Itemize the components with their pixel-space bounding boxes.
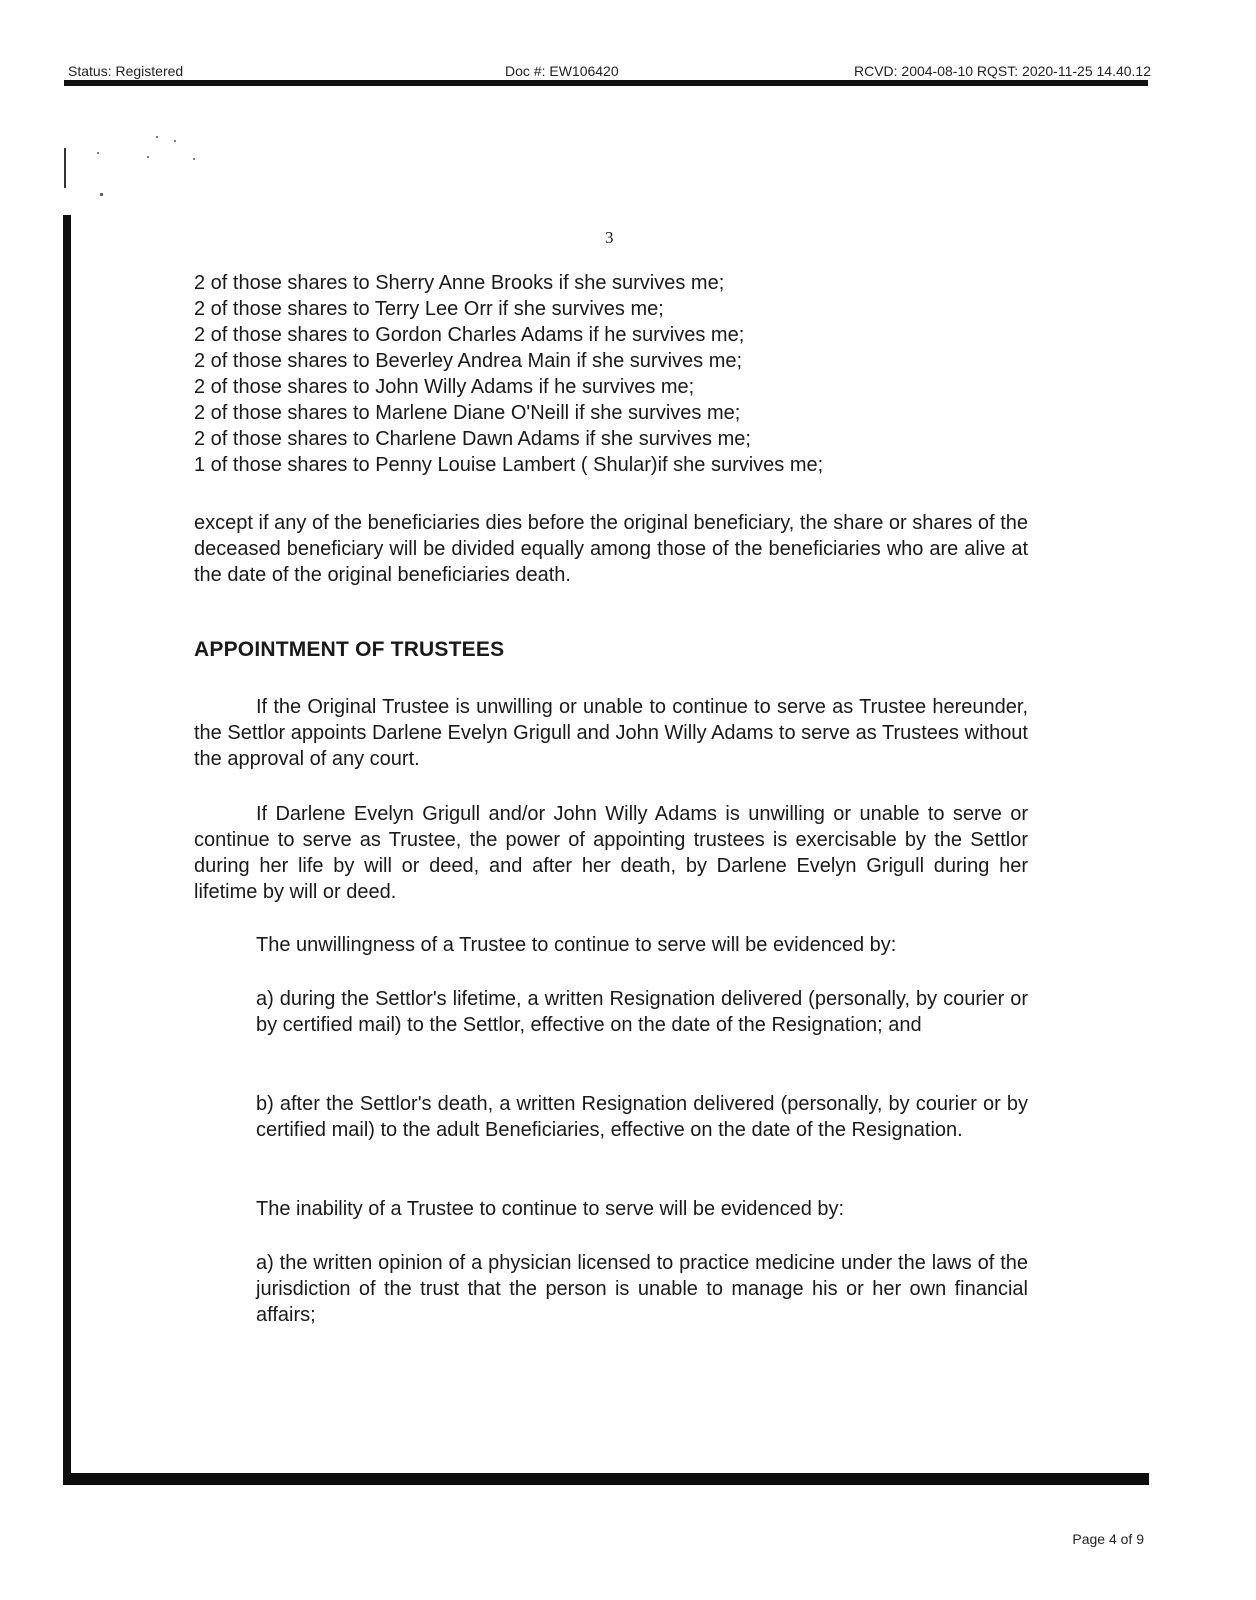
trustee-paragraph-2: If Darlene Evelyn Grigull and/or John Willy Adams is unwilling or unable to serve or continue to serve as Trustee, the power of appointing trustees is exercisable by the Settlor during her life by will or deed, and after her death, by Darlene Evelyn Grigull during her lifetime by will or deed. [194, 803, 1028, 903]
scan-speck [193, 158, 195, 160]
list-item: 2 of those shares to Gordon Charles Adams if he survives me; [194, 324, 745, 346]
inability-clause-a: a) the written opinion of a physician licensed to practice medicine under the laws of the jurisdiction of the trust that the person is unable to manage his or her own financial affairs; [256, 1252, 1028, 1326]
scan-left-border [63, 215, 71, 1485]
list-item: 2 of those shares to Charlene Dawn Adams if she survives me; [194, 428, 751, 450]
document-number: Doc #: EW106420 [505, 63, 619, 79]
shares-list [194, 270, 1028, 478]
list-item: 2 of those shares to Marlene Diane O'Neill if she survives me; [194, 402, 741, 424]
list-item: 2 of those shares to Terry Lee Orr if she survives me; [194, 298, 664, 320]
scan-speck [147, 156, 149, 158]
scan-bottom-border [63, 1473, 1149, 1485]
scan-speck [174, 140, 176, 142]
received-date: RCVD: 2004-08-10 RQST: 2020-11-25 14.40.12 [853, 63, 1151, 79]
except-clause: except if any of the beneficiaries dies before the original beneficiary, the share or shares of the deceased beneficiary will be divided equally among those of the beneficiaries who are alive at the date of the original beneficiaries death. [194, 512, 1028, 586]
page-number: 3 [605, 228, 614, 247]
list-item: 2 of those shares to Beverley Andrea Main if she survives me; [194, 350, 743, 372]
status-label: Status: Registered [68, 63, 184, 79]
scan-edge-mark [64, 148, 66, 188]
list-item: 1 of those shares to Penny Louise Lambert ( Shular)if she survives me; [194, 454, 824, 476]
unwillingness-intro: The unwillingness of a Trustee to continue to serve will be evidenced by: [256, 934, 897, 956]
inability-intro: The inability of a Trustee to continue to serve will be evidenced by: [256, 1198, 845, 1220]
scan-speck [156, 136, 158, 138]
trustee-paragraph-1: If the Original Trustee is unwilling or unable to continue to serve as Trustee hereunder, the Settlor appoints Darlene Evelyn Grigull and John Willy Adams to serve as Trustees without the approval of any court. [194, 696, 1028, 770]
page-footer: Page 4 of 9 [1072, 1531, 1144, 1547]
scan-speck [97, 152, 99, 154]
list-item: 2 of those shares to Sherry Anne Brooks if she survives me; [194, 272, 725, 294]
section-heading: APPOINTMENT OF TRUSTEES [194, 638, 505, 661]
scan-speck [100, 193, 103, 196]
list-item: 2 of those shares to John Willy Adams if he survives me; [194, 376, 695, 398]
unwillingness-clause-b: b) after the Settlor's death, a written Resignation delivered (personally, by courier or by certified mail) to the adult Beneficiaries, effective on the date of the Resignation. [256, 1093, 1028, 1141]
unwillingness-clause-a: a) during the Settlor's lifetime, a written Resignation delivered (personally, by courier or by certified mail) to the Settlor, effective on the date of the Resignation; and [256, 988, 1028, 1036]
header-rule [64, 80, 1148, 86]
